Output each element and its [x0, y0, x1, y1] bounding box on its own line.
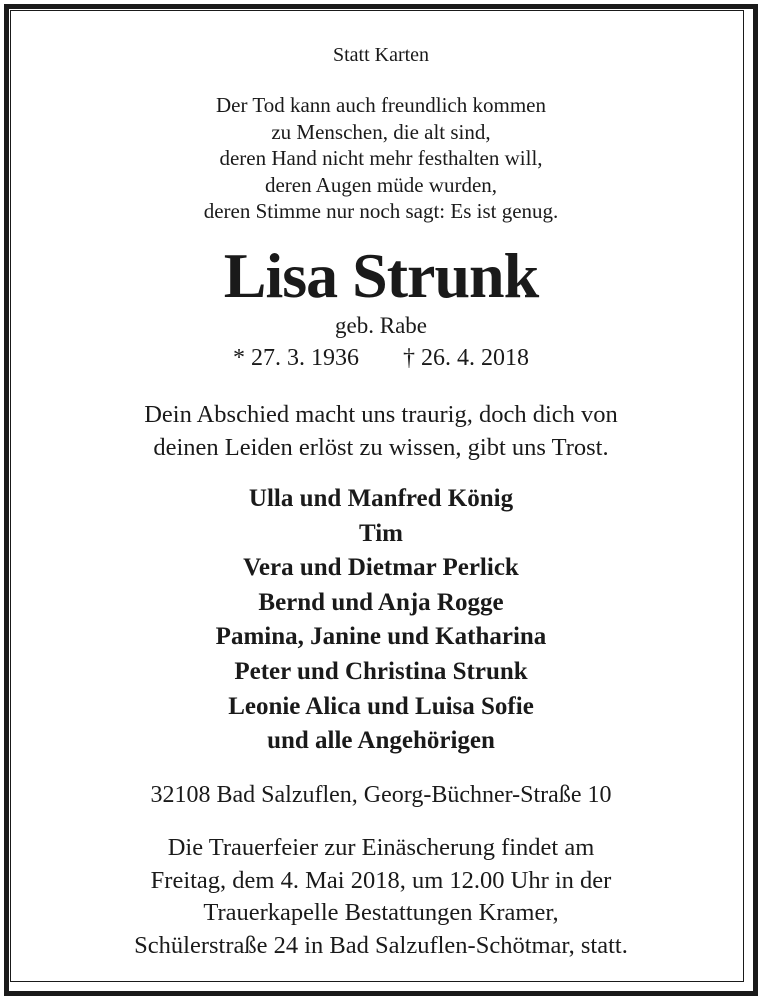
- poem: [0, 92, 762, 225]
- poem-line: zu Menschen, die alt sind,: [271, 119, 491, 144]
- mourner-entry: Ulla und Manfred König: [248, 485, 514, 512]
- farewell-line: Dein Abschied macht uns traurig, doch dich von: [144, 401, 618, 428]
- life-dates: [0, 345, 762, 372]
- death-date: † 26. 4. 2018: [403, 345, 529, 371]
- poem-line: deren Augen müde wurden,: [264, 172, 498, 197]
- mourner-entry: und alle Angehörigen: [267, 727, 495, 755]
- deceased-name: Lisa Strunk: [223, 240, 539, 311]
- service-line: Freitag, dem 4. Mai 2018, um 12.00 Uhr in der: [150, 866, 612, 894]
- poem-line: deren Hand nicht mehr festhalten will,: [219, 146, 543, 170]
- farewell-text: [0, 398, 762, 464]
- birth-date: * 27. 3. 1936: [233, 345, 359, 371]
- farewell-line: deinen Leiden erlöst zu wissen, gibt uns Trost.: [153, 434, 609, 461]
- address: 32108 Bad Salzuflen, Georg-Büchner-Straße 10: [150, 782, 612, 808]
- mourner-entry: Pamina, Janine und Katharina: [215, 623, 547, 651]
- intro-text: Statt Karten: [332, 44, 430, 66]
- mourner-entry: Peter und Christina Strunk: [234, 657, 528, 685]
- poem-line: Der Tod kann auch freundlich kommen: [216, 93, 546, 117]
- mourner-entry: Bernd und Anja Rogge: [258, 588, 504, 616]
- service-line: Die Trauerfeier zur Einäscherung findet am: [167, 834, 595, 861]
- service-line: Schülerstraße 24 in Bad Salzuflen-Schötmar, statt.: [134, 931, 628, 959]
- mourner-entry: Vera und Dietmar Perlick: [243, 554, 519, 582]
- mourner-entry: Tim: [359, 519, 403, 547]
- service-details: [0, 832, 762, 962]
- mourner-entry: Leonie Alica und Luisa Sofie: [228, 692, 534, 720]
- mourners-list: [0, 482, 762, 759]
- poem-line: deren Stimme nur noch sagt: Es ist genug.: [203, 199, 559, 223]
- service-line: Trauerkapelle Bestattungen Kramer,: [203, 899, 559, 926]
- maiden-name: geb. Rabe: [335, 313, 427, 338]
